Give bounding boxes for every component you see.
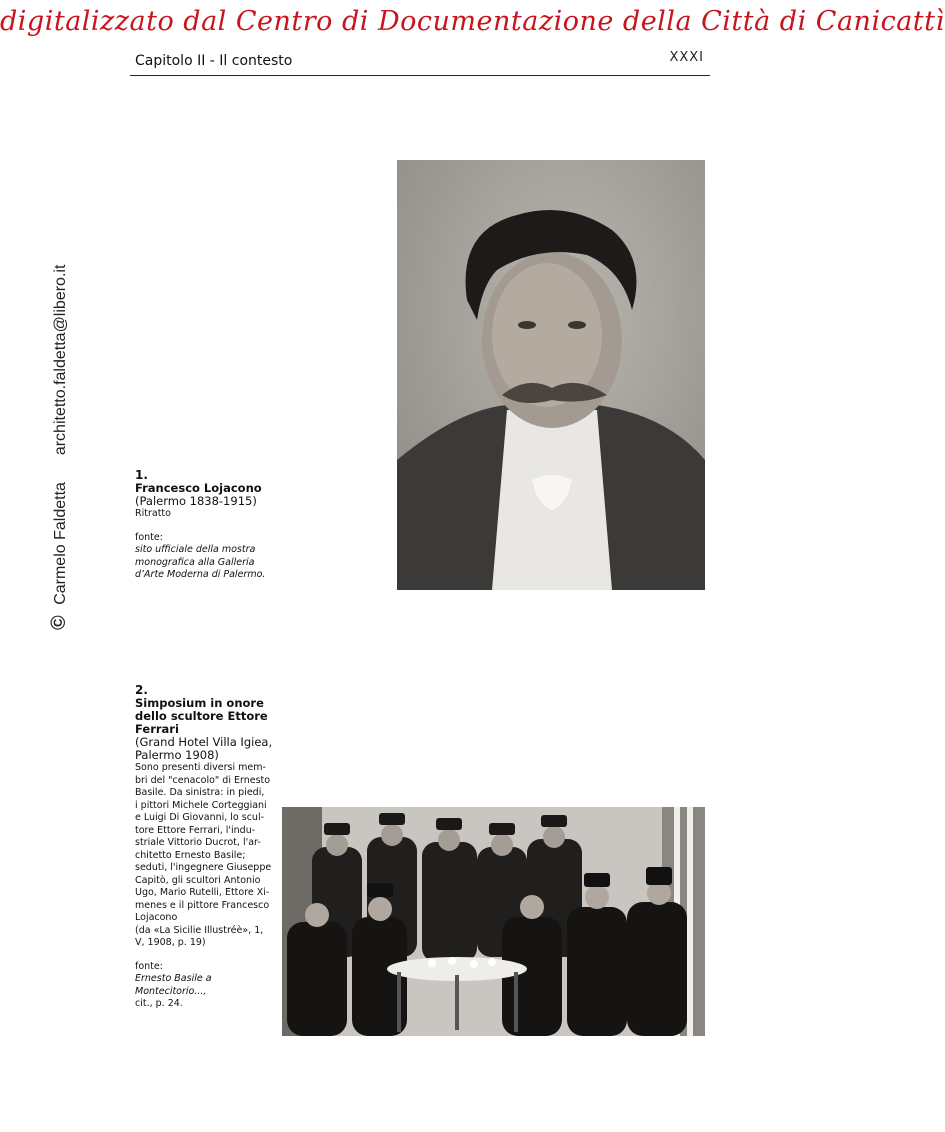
figure-2-caption: [135, 684, 285, 1011]
figure-2-description-line: V, 1908, p. 19): [135, 937, 206, 948]
digitization-banner: digitalizzato dal Centro di Documentazione della Città di Canicattì: [0, 6, 945, 37]
page-number: XXXI: [669, 50, 704, 65]
copyright-icon: ©: [48, 615, 70, 630]
figure-2-source-line: Montecitorio...,: [135, 985, 207, 997]
figure-1-description: Ritratto: [135, 508, 171, 519]
figure-2-title-line: dello scultore Ettore: [135, 709, 268, 723]
figure-1-title: Francesco Lojacono: [135, 481, 262, 495]
figure-2-description-line: seduti, l'ingegnere Giuseppe: [135, 862, 272, 873]
figure-2-source-line: Ernesto Basile a: [135, 973, 212, 984]
figure-1-subtitle: (Palermo 1838-1915): [135, 494, 257, 508]
figure-2-description-line: bri del "cenacolo" di Ernesto: [135, 774, 271, 786]
figure-2-source-label: fonte:: [135, 960, 163, 972]
figure-1-source-line: monografica alla Galleria: [135, 556, 255, 568]
figure-2-description-line: e Luigi Di Giovanni, lo scul-: [135, 812, 265, 823]
header-rule: [130, 75, 710, 76]
figure-2-source-tail: cit., p. 24.: [135, 998, 183, 1009]
figure-2-description-line: (da «La Sicilie Illustréè», 1,: [135, 924, 264, 936]
figure-1-source-label: fonte:: [135, 531, 163, 543]
group-photo: [282, 807, 705, 1036]
side-credit: [48, 265, 71, 630]
figure-1-source-line: d’Arte Moderna di Palermo.: [135, 569, 266, 580]
figure-2-subtitle-line: (Grand Hotel Villa Igiea,: [135, 735, 273, 749]
figure-2-title-line: Simposium in onore: [135, 696, 264, 710]
figure-2-number: 2.: [135, 683, 148, 697]
figure-1-caption: [135, 469, 285, 582]
figure-1-source-line: sito ufficiale della mostra: [135, 544, 256, 555]
figure-2-description-line: Ugo, Mario Rutelli, Ettore Xi-: [135, 887, 270, 898]
figure-2-description-line: Basile. Da sinistra: in piedi,: [135, 787, 265, 798]
figure-2-description-line: Capitò, gli scultori Antonio: [135, 874, 261, 886]
figure-2-description-line: Lojacono: [135, 912, 178, 923]
figure-1-number: 1.: [135, 468, 148, 482]
figure-2-title-line: Ferrari: [135, 722, 179, 736]
author-name: Carmelo Faldetta: [52, 482, 69, 605]
figure-2-description-line: tore Ettore Ferrari, l'indu-: [135, 824, 256, 836]
figure-2-description-line: striale Vittorio Ducrot, l'ar-: [135, 837, 261, 848]
figure-2-description-line: Sono presenti diversi mem-: [135, 762, 266, 773]
author-email: architetto.faldetta@libero.it: [52, 264, 69, 456]
figure-2-description-line: chitetto Ernesto Basile;: [135, 849, 246, 861]
figure-2-description-line: i pittori Michele Corteggiani: [135, 799, 267, 811]
figure-2-description-line: menes e il pittore Francesco: [135, 899, 270, 911]
chapter-heading: Capitolo II - Il contesto: [135, 53, 293, 69]
portrait-photo: [397, 160, 705, 590]
figure-2-subtitle-line: Palermo 1908): [135, 748, 219, 762]
